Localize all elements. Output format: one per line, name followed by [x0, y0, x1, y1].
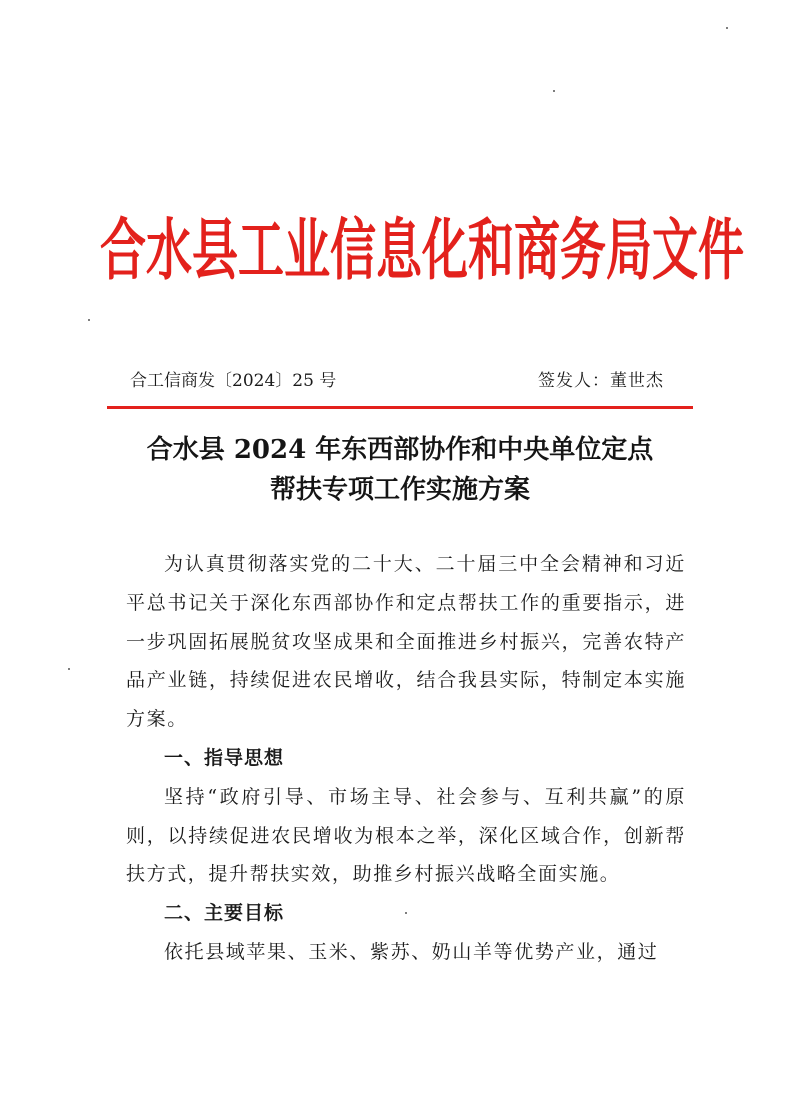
- signer: 签发人：董世杰: [538, 371, 664, 391]
- title-line-2: 帮扶专项工作实施方案: [269, 475, 530, 505]
- red-separator-rule: [107, 406, 693, 409]
- scan-speck: [726, 27, 728, 29]
- document-number: 合工信商发〔2024〕25 号: [130, 371, 337, 391]
- section-heading-guiding-ideology: 一、指导思想: [164, 746, 285, 769]
- scan-speck: [88, 319, 90, 321]
- intro-paragraph: 为认真贯彻落实党的二十大、二十届三中全会精神和习近平总书记关于深化东西部协作和定点帮扶工作的重要指示，进一步巩固拓展脱贫攻坚成果和全面推进乡村振兴，完善农特产品产业链，持续促进农民增收，结合我县实际，特制定本实施方案。: [126, 553, 686, 731]
- document-title: [100, 430, 700, 510]
- title-line-1: 合水县 2024 年东西部协作和中央单位定点: [146, 435, 654, 465]
- section-heading-main-goals: 二、主要目标: [164, 902, 285, 925]
- scan-speck: [68, 668, 70, 670]
- document-meta-row: [130, 366, 664, 396]
- document-body: [126, 545, 686, 972]
- section-paragraph-main-goals: 依托县域苹果、玉米、紫苏、奶山羊等优势产业，通过: [164, 940, 659, 963]
- section-paragraph-guiding-ideology: 坚持“政府引导、市场主导、社会参与、互利共赢”的原则，以持续促进农民增收为根本之举，深化区域合作，创新帮扶方式，提升帮扶实效，助推乡村振兴战略全面实施。: [126, 785, 686, 886]
- scan-speck: [553, 90, 555, 92]
- issuing-authority-header: 合水县工业信息化和商务局文件: [100, 210, 744, 290]
